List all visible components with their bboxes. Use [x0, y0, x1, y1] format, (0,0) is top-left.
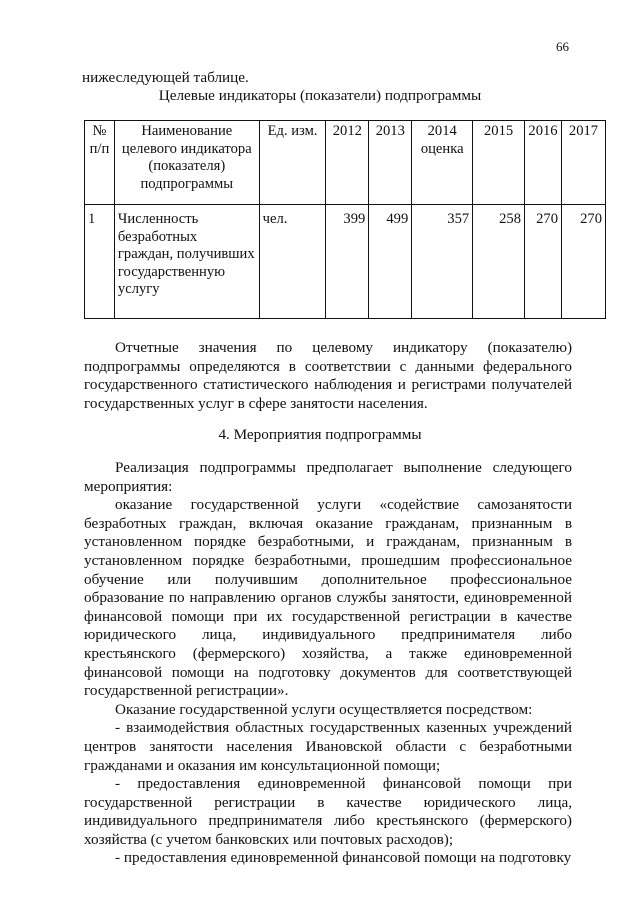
- table-row: [85, 205, 606, 319]
- intro-line: нижеследующей таблице.: [82, 69, 249, 86]
- header-2015: 2015: [473, 121, 525, 205]
- header-2012: 2012: [326, 121, 369, 205]
- cell-num: 1: [85, 205, 115, 319]
- body-text: [84, 459, 572, 868]
- body-paragraph-3: Оказание государственной услуги осуществляется посредством:: [115, 700, 533, 718]
- table-title: Целевые индикаторы (показатели) подпрограммы: [158, 87, 482, 104]
- header-name: Наименование целевого индикатора (показателя) подпрограммы: [114, 121, 259, 205]
- cell-2016: 270: [525, 205, 562, 319]
- body-paragraph-6: - предоставления единовременной финансовой помощи на подготовку: [115, 849, 572, 867]
- body-paragraph-5: - предоставления единовременной финансовой помощи при государственной регистрации в качестве юридического лица, индивидуального предпринимателя либо крестьянского (фермерского) хозяйства (с учетом банковских или почтовых расходов);: [84, 775, 572, 848]
- header-2017: 2017: [562, 121, 606, 205]
- page-number: 66: [556, 39, 569, 54]
- header-2014: 2014 оценка: [412, 121, 473, 205]
- table-header-row: [85, 121, 606, 205]
- cell-name: Численность безработных граждан, получивших государственную услугу: [114, 205, 259, 319]
- after-table-paragraph: Отчетные значения по целевому индикатору (показателю) подпрограммы определяются в соответствии с данными федерального государственного статистического наблюдения и регистрами получателей государственных услуг в сфере занятости населения.: [84, 339, 572, 412]
- body-paragraph-4: - взаимодействия областных государственных казенных учреждений центров занятости населения Ивановской области с безработными гражданами и оказания им консультационной помощи;: [84, 719, 572, 774]
- header-2016: 2016: [525, 121, 562, 205]
- body-paragraph-1: Реализация подпрограммы предполагает выполнение следующего мероприятия:: [84, 459, 572, 495]
- cell-2013: 499: [369, 205, 412, 319]
- cell-2017: 270: [562, 205, 606, 319]
- header-2013: 2013: [369, 121, 412, 205]
- cell-2014: 357: [412, 205, 473, 319]
- after-table-text: [84, 339, 572, 413]
- cell-unit: чел.: [259, 205, 326, 319]
- section-title: 4. Мероприятия подпрограммы: [218, 426, 422, 443]
- cell-2012: 399: [326, 205, 369, 319]
- cell-2015: 258: [473, 205, 525, 319]
- body-paragraph-2: оказание государственной услуги «содействие самозанятости безработных граждан, включая оказание гражданам, признанным в установленном порядке безработными, и гражданам, признанным в установленном порядке безработными, прошедшим профессиональное обучение или получившим дополнительное профессиональное образование по направлению органов службы занятости, единовременной финансовой помощи при их государственной регистрации в качестве юридического лица, индивидуального предпринимателя либо крестьянского (фермерского) хозяйства, а также единовременной финансовой помощи на подготовку документов для соответствующей государственной регистрации».: [84, 496, 572, 700]
- header-num: № п/п: [85, 121, 115, 205]
- indicators-table: [84, 120, 606, 319]
- header-unit: Ед. изм.: [259, 121, 326, 205]
